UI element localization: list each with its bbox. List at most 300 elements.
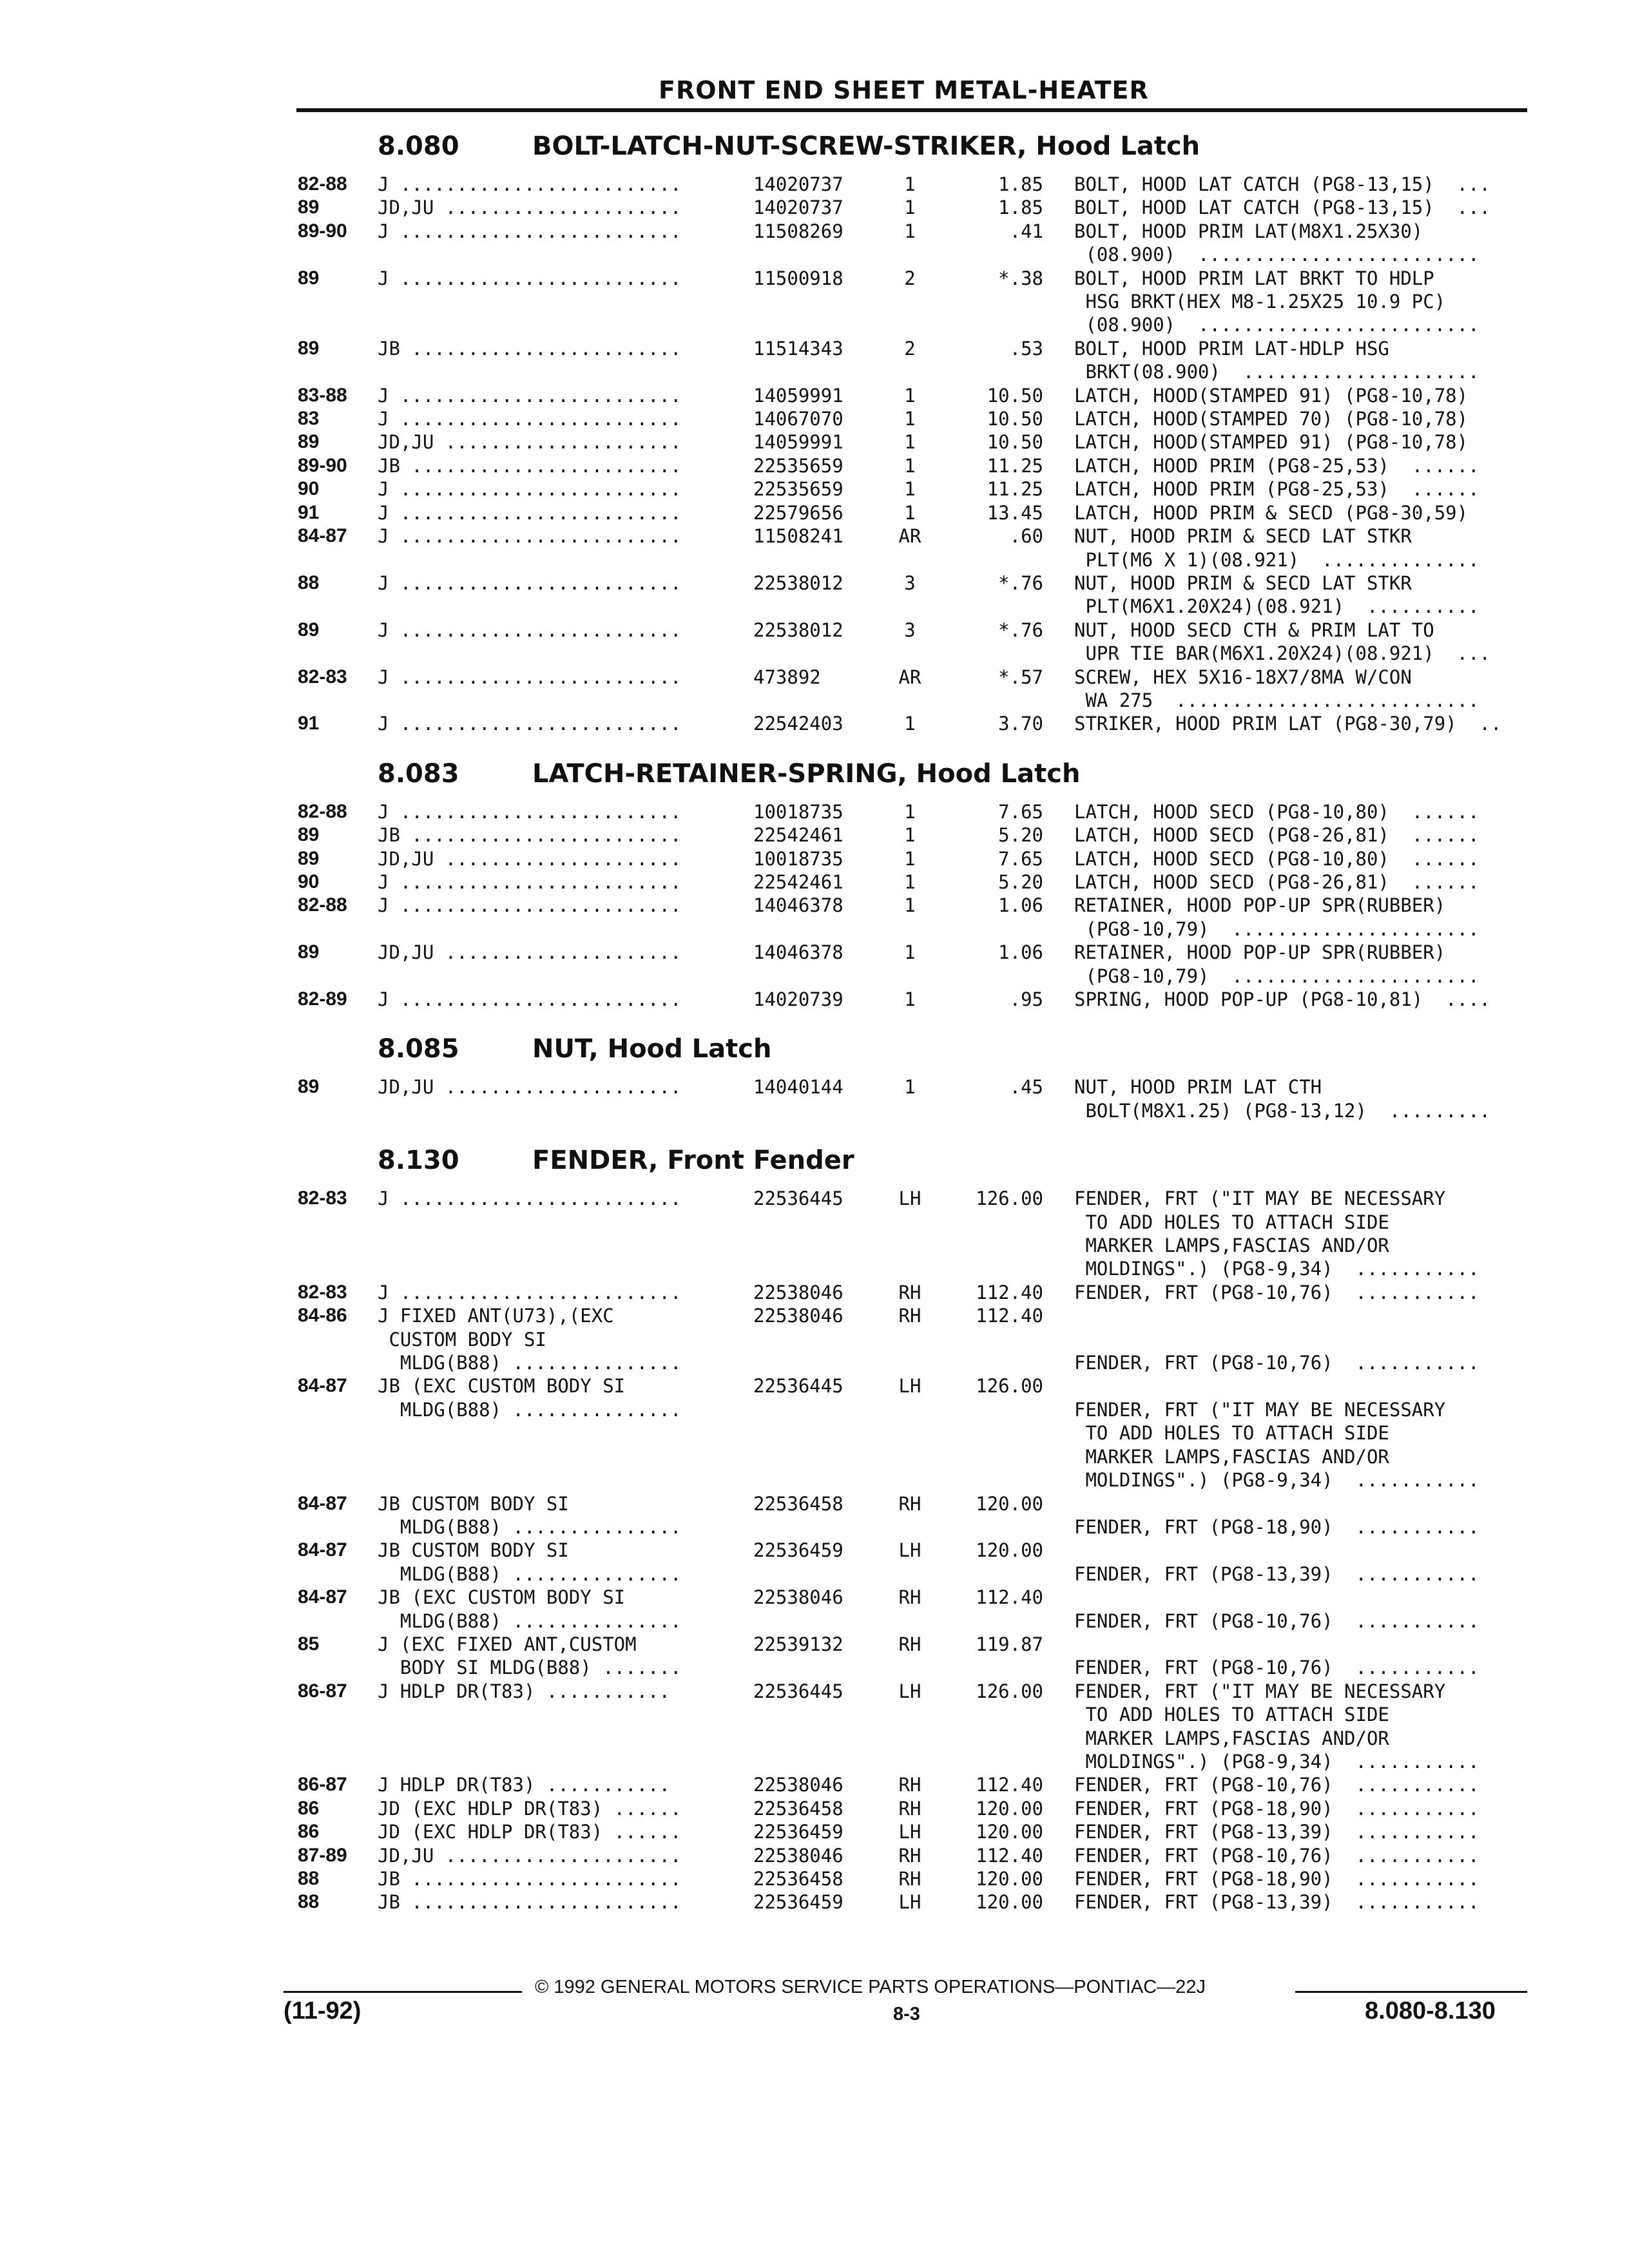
price: 112.40 (976, 1844, 1043, 1867)
part-description: FENDER, FRT ("IT MAY BE NECESSARY TO ADD HOLES TO ATTACH SIDE MARKER LAMPS,FASCIAS AND/OR MOLDINGS".) (PG8-9,34) ........... (1074, 1187, 1480, 1280)
model-codes: JD,JU ..................... (378, 431, 682, 454)
catalog-section (298, 1140, 1522, 1914)
model-codes: JB CUSTOM BODY SI MLDG(B88) ............... (378, 1492, 682, 1538)
price: 112.40 (976, 1305, 1043, 1327)
quantity: LH (898, 1539, 921, 1562)
price: 7.65 (998, 800, 1043, 823)
part-description: NUT, HOOD PRIM & SECD LAT STKR PLT(M6 X 1)(08.921) .............. (1074, 525, 1480, 571)
model-codes: JD,JU ..................... (378, 197, 682, 219)
section-title: LATCH-RETAINER-SPRING, Hood Latch (532, 758, 1081, 789)
section-number: 8.085 (378, 1034, 459, 1064)
model-years: 83 (298, 408, 320, 430)
price: 112.40 (976, 1774, 1043, 1796)
model-codes: JB (EXC CUSTOM BODY SI MLDG(B88) ............... (378, 1375, 682, 1421)
model-codes: JB CUSTOM BODY SI MLDG(B88) ............... (378, 1539, 682, 1585)
model-years: 84-87 (298, 1492, 347, 1514)
quantity: 1 (904, 173, 916, 195)
model-years: 89 (298, 197, 320, 218)
part-row (298, 1820, 1522, 1843)
page-title: FRONT END SHEET METAL-HEATER (659, 76, 1149, 104)
quantity: AR (898, 666, 921, 688)
quantity: RH (898, 1586, 921, 1609)
quantity: 3 (904, 572, 916, 594)
quantity: 1 (904, 501, 916, 524)
part-description: RETAINER, HOOD POP-UP SPR(RUBBER) (PG8-10,79) ...................... (1074, 894, 1480, 940)
part-description: LATCH, HOOD SECD (PG8-10,80) ...... (1074, 800, 1480, 823)
part-number: 22542461 (753, 824, 843, 847)
model-codes: JB ........................ (378, 1868, 682, 1890)
part-number: 473892 (753, 666, 821, 688)
model-codes: JD,JU ..................... (378, 941, 682, 964)
model-years: 82-83 (298, 1187, 347, 1209)
section-title: NUT, Hood Latch (532, 1034, 772, 1064)
model-years: 84-86 (298, 1305, 347, 1327)
price: 1.06 (998, 894, 1043, 917)
quantity: 1 (904, 870, 916, 893)
price: 120.00 (976, 1891, 1043, 1914)
part-number: 11500918 (753, 267, 843, 289)
quantity: 1 (904, 197, 916, 219)
quantity: RH (898, 1844, 921, 1867)
model-codes: J ......................... (378, 800, 682, 823)
part-number: 10018735 (753, 847, 843, 870)
price: 126.00 (976, 1680, 1043, 1702)
quantity: 1 (904, 824, 916, 847)
part-row (298, 988, 1522, 1011)
part-row (298, 173, 1522, 196)
price: 126.00 (976, 1187, 1043, 1210)
part-number: 11508269 (753, 220, 843, 242)
part-description: FENDER, FRT (PG8-10,76) ........... (1074, 1281, 1480, 1303)
part-row (298, 384, 1522, 407)
price: 120.00 (976, 1797, 1043, 1820)
part-number: 22535659 (753, 478, 843, 501)
part-number: 14020737 (753, 173, 843, 195)
part-row (298, 524, 1522, 572)
model-years: 83-88 (298, 384, 347, 406)
footer-rule-left (284, 1991, 522, 1993)
price: *.57 (998, 666, 1043, 688)
part-number: 22539132 (753, 1633, 843, 1655)
price: .45 (1009, 1076, 1043, 1099)
price: 10.50 (987, 431, 1043, 454)
quantity: 1 (904, 847, 916, 870)
part-number: 22538012 (753, 572, 843, 594)
model-years: 82-88 (298, 173, 347, 195)
price: 119.87 (976, 1633, 1043, 1655)
price: 1.85 (998, 197, 1043, 219)
model-codes: J HDLP DR(T83) ........... (378, 1680, 670, 1702)
part-number: 22579656 (753, 501, 843, 524)
part-description: RETAINER, HOOD POP-UP SPR(RUBBER) (PG8-10,79) ...................... (1074, 941, 1480, 987)
part-number: 14059991 (753, 431, 843, 454)
part-number: 22538046 (753, 1586, 843, 1609)
price: 7.65 (998, 847, 1043, 870)
part-description: LATCH, HOOD PRIM (PG8-25,53) ...... (1074, 454, 1480, 477)
quantity: LH (898, 1680, 921, 1702)
part-description: FENDER, FRT (PG8-10,76) ........... (1074, 1610, 1480, 1632)
model-codes: JD (EXC HDLP DR(T83) ...... (378, 1821, 682, 1843)
header-rule (296, 108, 1527, 112)
part-row (298, 1680, 1522, 1774)
quantity: LH (898, 1891, 921, 1914)
model-codes: J ......................... (378, 988, 682, 1010)
part-number: 22538046 (753, 1844, 843, 1867)
price: 112.40 (976, 1586, 1043, 1609)
part-description: LATCH, HOOD PRIM & SECD (PG8-30,59) (1074, 501, 1469, 524)
part-row (298, 267, 1522, 337)
section-number: 8.080 (378, 131, 459, 161)
part-description: BOLT, HOOD PRIM LAT-HDLP HSG BRKT(08.900) ..................... (1074, 337, 1480, 383)
model-codes: J ......................... (378, 220, 682, 242)
part-row (298, 1890, 1522, 1914)
part-description: FENDER, FRT ("IT MAY BE NECESSARY TO ADD HOLES TO ATTACH SIDE MARKER LAMPS,FASCIAS AND/OR MOLDINGS".) (PG8-9,34) ........... (1074, 1680, 1480, 1773)
section-header (298, 754, 1522, 800)
model-codes: J ......................... (378, 1187, 682, 1210)
model-codes: JB ........................ (378, 1891, 682, 1914)
price: 11.25 (987, 478, 1043, 501)
part-row (298, 1797, 1522, 1820)
quantity: 1 (904, 431, 916, 454)
price: 13.45 (987, 501, 1043, 524)
part-number: 14020737 (753, 197, 843, 219)
model-years: 82-83 (298, 1281, 347, 1303)
quantity: 1 (904, 800, 916, 823)
price: *.76 (998, 572, 1043, 594)
quantity: 1 (904, 894, 916, 917)
part-number: 22538046 (753, 1281, 843, 1303)
price: 1.06 (998, 941, 1043, 964)
model-years: 88 (298, 1891, 320, 1913)
quantity: 2 (904, 267, 916, 289)
model-codes: JB ........................ (378, 454, 682, 477)
model-years: 89 (298, 337, 320, 359)
part-row (298, 501, 1522, 524)
model-years: 84-87 (298, 1375, 347, 1397)
model-years: 89-90 (298, 454, 347, 476)
model-codes: J ......................... (378, 173, 682, 195)
part-row (298, 823, 1522, 847)
model-years: 88 (298, 572, 320, 593)
model-codes: JD,JU ..................... (378, 1844, 682, 1867)
model-years: 84-87 (298, 1539, 347, 1561)
section-title: FENDER, Front Fender (532, 1146, 854, 1176)
quantity: RH (898, 1774, 921, 1796)
part-description: NUT, HOOD PRIM LAT CTH BOLT(M8X1.25) (PG8-13,12) ......... (1074, 1076, 1491, 1122)
model-codes: J ......................... (378, 619, 682, 641)
model-codes: J ......................... (378, 713, 682, 735)
part-number: 22536458 (753, 1492, 843, 1515)
part-number: 22536458 (753, 1868, 843, 1890)
part-number: 11514343 (753, 337, 843, 360)
model-years: 91 (298, 501, 320, 523)
price: 5.20 (998, 824, 1043, 847)
part-number: 22536458 (753, 1797, 843, 1820)
part-description: LATCH, HOOD SECD (PG8-10,80) ...... (1074, 847, 1480, 870)
part-number: 14020739 (753, 988, 843, 1010)
part-row (298, 1773, 1522, 1796)
section-header (298, 1140, 1522, 1187)
part-number: 22536459 (753, 1539, 843, 1562)
quantity: RH (898, 1305, 921, 1327)
price: 120.00 (976, 1492, 1043, 1515)
part-row (298, 1539, 1522, 1586)
model-codes: JB (EXC CUSTOM BODY SI MLDG(B88) ............... (378, 1586, 682, 1632)
model-codes: J ......................... (378, 501, 682, 524)
price: .60 (1009, 525, 1043, 548)
part-description: SPRING, HOOD POP-UP (PG8-10,81) .... (1074, 988, 1491, 1010)
quantity: 1 (904, 408, 916, 430)
section-number: 8.130 (378, 1146, 459, 1176)
part-description: FENDER, FRT (PG8-18,90) ........... (1074, 1868, 1480, 1890)
model-years: 88 (298, 1868, 320, 1889)
part-row (298, 196, 1522, 219)
model-years: 87-89 (298, 1844, 347, 1866)
part-row (298, 1187, 1522, 1281)
part-description: FENDER, FRT (PG8-10,76) ........... (1074, 1774, 1480, 1796)
model-years: 89 (298, 619, 320, 640)
model-codes: J ......................... (378, 572, 682, 594)
model-years: 82-83 (298, 666, 347, 687)
part-row (298, 407, 1522, 430)
model-years: 89 (298, 847, 320, 869)
catalog-section (298, 754, 1522, 1012)
section-spacer (298, 1011, 1522, 1029)
quantity: RH (898, 1281, 921, 1303)
model-years: 86-87 (298, 1680, 347, 1702)
model-codes: J FIXED ANT(U73),(EXC CUSTOM BODY SI MLDG(B88) ............... (378, 1305, 682, 1374)
parts-listing (298, 126, 1522, 1914)
model-codes: JB ........................ (378, 337, 682, 360)
model-years: 90 (298, 870, 320, 892)
part-number: 10018735 (753, 800, 843, 823)
part-row (298, 572, 1522, 619)
part-row (298, 454, 1522, 477)
section-header (298, 1029, 1522, 1075)
quantity: RH (898, 1633, 921, 1655)
part-row (298, 894, 1522, 941)
model-codes: J (EXC FIXED ANT,CUSTOM BODY SI MLDG(B88) ....... (378, 1633, 682, 1679)
model-codes: J ......................... (378, 408, 682, 430)
quantity: LH (898, 1187, 921, 1210)
part-description: LATCH, HOOD(STAMPED 70) (PG8-10,78) (1074, 408, 1469, 430)
part-row (298, 666, 1522, 713)
footer-page-number: 8-3 (893, 2004, 920, 2024)
model-years: 82-89 (298, 988, 347, 1010)
part-row (298, 430, 1522, 454)
part-row (298, 1374, 1522, 1492)
section-spacer (298, 1122, 1522, 1140)
model-years: 84-87 (298, 525, 347, 547)
part-row (298, 220, 1522, 267)
model-codes: JD,JU ..................... (378, 847, 682, 870)
model-codes: J ......................... (378, 384, 682, 407)
model-codes: J ......................... (378, 666, 682, 688)
part-description: BOLT, HOOD LAT CATCH (PG8-13,15) ... (1074, 197, 1491, 219)
price: 10.50 (987, 408, 1043, 430)
model-years: 86 (298, 1797, 320, 1819)
part-row (298, 1492, 1522, 1539)
part-number: 22536459 (753, 1891, 843, 1914)
part-row (298, 712, 1522, 735)
quantity: RH (898, 1797, 921, 1820)
model-years: 89 (298, 1076, 320, 1098)
part-number: 22542461 (753, 870, 843, 893)
model-years: 89 (298, 941, 320, 963)
part-description: BOLT, HOOD PRIM LAT BRKT TO HDLP HSG BRKT(HEX M8-1.25X25 10.9 PC) (08.900) ......................... (1074, 267, 1480, 336)
model-years: 90 (298, 478, 320, 500)
quantity: RH (898, 1492, 921, 1515)
part-description: SCREW, HEX 5X16-18X7/8MA W/CON WA 275 ........................... (1074, 666, 1480, 711)
part-number: 14067070 (753, 408, 843, 430)
quantity: 1 (904, 941, 916, 964)
part-description: NUT, HOOD PRIM & SECD LAT STKR PLT(M6X1.20X24)(08.921) .......... (1074, 572, 1480, 618)
quantity: 1 (904, 220, 916, 242)
model-codes: J ......................... (378, 894, 682, 917)
quantity: 1 (904, 713, 916, 735)
part-description: FENDER, FRT (PG8-18,90) ........... (1074, 1797, 1480, 1820)
model-codes: J ......................... (378, 525, 682, 548)
part-description: FENDER, FRT (PG8-13,39) ........... (1074, 1891, 1480, 1914)
part-number: 22538046 (753, 1774, 843, 1796)
model-codes: JD (EXC HDLP DR(T83) ...... (378, 1797, 682, 1820)
part-number: 22538046 (753, 1305, 843, 1327)
part-description: LATCH, HOOD(STAMPED 91) (PG8-10,78) (1074, 431, 1469, 454)
part-description: LATCH, HOOD SECD (PG8-26,81) ...... (1074, 870, 1480, 893)
price: *.76 (998, 619, 1043, 641)
part-description: BOLT, HOOD LAT CATCH (PG8-13,15) ... (1074, 173, 1491, 195)
part-description: FENDER, FRT (PG8-10,76) ........... (1074, 1657, 1480, 1679)
footer-rule-right (1295, 1991, 1527, 1993)
price: 120.00 (976, 1868, 1043, 1890)
part-number: 22536445 (753, 1375, 843, 1398)
model-codes: J HDLP DR(T83) ........... (378, 1774, 670, 1796)
price: 120.00 (976, 1539, 1043, 1562)
section-header (298, 126, 1522, 173)
price: 5.20 (998, 870, 1043, 893)
part-number: 14059991 (753, 384, 843, 407)
part-description: FENDER, FRT ("IT MAY BE NECESSARY TO ADD HOLES TO ATTACH SIDE MARKER LAMPS,FASCIAS AND/OR MOLDINGS".) (PG8-9,34) ........... (1074, 1398, 1480, 1492)
quantity: AR (898, 525, 921, 548)
quantity: 1 (904, 478, 916, 501)
part-description: LATCH, HOOD PRIM (PG8-25,53) ...... (1074, 478, 1480, 501)
model-years: 89 (298, 824, 320, 846)
price: .53 (1009, 337, 1043, 360)
price: 120.00 (976, 1821, 1043, 1843)
price: 1.85 (998, 173, 1043, 195)
part-number: 22535659 (753, 454, 843, 477)
part-row (298, 1633, 1522, 1680)
price: 3.70 (998, 713, 1043, 735)
quantity: 1 (904, 384, 916, 407)
part-description: STRIKER, HOOD PRIM LAT (PG8-30,79) .. (1074, 713, 1502, 735)
part-number: 14040144 (753, 1076, 843, 1099)
part-description: NUT, HOOD SECD CTH & PRIM LAT TO UPR TIE BAR(M6X1.20X24)(08.921) ... (1074, 619, 1491, 665)
part-row (298, 870, 1522, 894)
part-description: LATCH, HOOD(STAMPED 91) (PG8-10,78) (1074, 384, 1469, 407)
part-row (298, 800, 1522, 823)
catalog-section (298, 126, 1522, 736)
price: 11.25 (987, 454, 1043, 477)
part-number: 22536459 (753, 1821, 843, 1843)
quantity: 1 (904, 1076, 916, 1099)
part-description: LATCH, HOOD SECD (PG8-26,81) ...... (1074, 824, 1480, 847)
price: 126.00 (976, 1375, 1043, 1398)
part-row (298, 1586, 1522, 1633)
quantity: 2 (904, 337, 916, 360)
part-row (298, 1075, 1522, 1122)
part-number: 11508241 (753, 525, 843, 548)
model-codes: J ......................... (378, 1281, 682, 1303)
section-title: BOLT-LATCH-NUT-SCREW-STRIKER, Hood Latch (532, 131, 1200, 161)
price: .95 (1009, 988, 1043, 1010)
part-row (298, 1867, 1522, 1890)
part-number: 22542403 (753, 713, 843, 735)
model-years: 89 (298, 267, 320, 289)
part-number: 22536445 (753, 1680, 843, 1702)
model-years: 89-90 (298, 220, 347, 242)
model-codes: JD,JU ..................... (378, 1076, 682, 1099)
section-number: 8.083 (378, 758, 459, 789)
model-years: 86 (298, 1821, 320, 1843)
part-description: FENDER, FRT (PG8-18,90) ........... (1074, 1515, 1480, 1538)
price: 10.50 (987, 384, 1043, 407)
section-spacer (298, 736, 1522, 754)
model-years: 82-88 (298, 894, 347, 916)
footer-copyright: © 1992 GENERAL MOTORS SERVICE PARTS OPERATIONS—PONTIAC—22J (535, 1977, 1206, 1997)
quantity: 1 (904, 988, 916, 1010)
footer-date: (11-92) (284, 1997, 361, 2024)
catalog-section (298, 1029, 1522, 1122)
quantity: 3 (904, 619, 916, 641)
part-row (298, 1304, 1522, 1374)
part-number: 22538012 (753, 619, 843, 641)
price: *.38 (998, 267, 1043, 289)
price: 112.40 (976, 1281, 1043, 1303)
part-description: FENDER, FRT (PG8-13,39) ........... (1074, 1821, 1480, 1843)
price: .41 (1009, 220, 1043, 242)
part-row (298, 477, 1522, 501)
model-years: 85 (298, 1633, 320, 1655)
part-description: FENDER, FRT (PG8-10,76) ........... (1074, 1844, 1480, 1867)
footer-section-range: 8.080-8.130 (1365, 1997, 1496, 2024)
model-codes: J ......................... (378, 478, 682, 501)
part-row (298, 337, 1522, 384)
part-row (298, 1281, 1522, 1304)
quantity: 1 (904, 454, 916, 477)
part-row (298, 1844, 1522, 1867)
model-codes: J ......................... (378, 267, 682, 289)
part-number: 22536445 (753, 1187, 843, 1210)
model-codes: JB ........................ (378, 824, 682, 847)
model-years: 84-87 (298, 1586, 347, 1608)
part-description: FENDER, FRT (PG8-13,39) ........... (1074, 1562, 1480, 1585)
part-number: 14046378 (753, 941, 843, 964)
part-row (298, 941, 1522, 988)
quantity: LH (898, 1821, 921, 1843)
model-years: 82-88 (298, 800, 347, 822)
part-row (298, 847, 1522, 870)
part-description: FENDER, FRT (PG8-10,76) ........... (1074, 1352, 1480, 1374)
part-number: 14046378 (753, 894, 843, 917)
quantity: RH (898, 1868, 921, 1890)
model-codes: J ......................... (378, 870, 682, 893)
part-row (298, 619, 1522, 666)
model-years: 91 (298, 713, 320, 735)
model-years: 86-87 (298, 1774, 347, 1796)
part-description: BOLT, HOOD PRIM LAT(M8X1.25X30) (08.900) ......................... (1074, 220, 1480, 266)
quantity: LH (898, 1375, 921, 1398)
